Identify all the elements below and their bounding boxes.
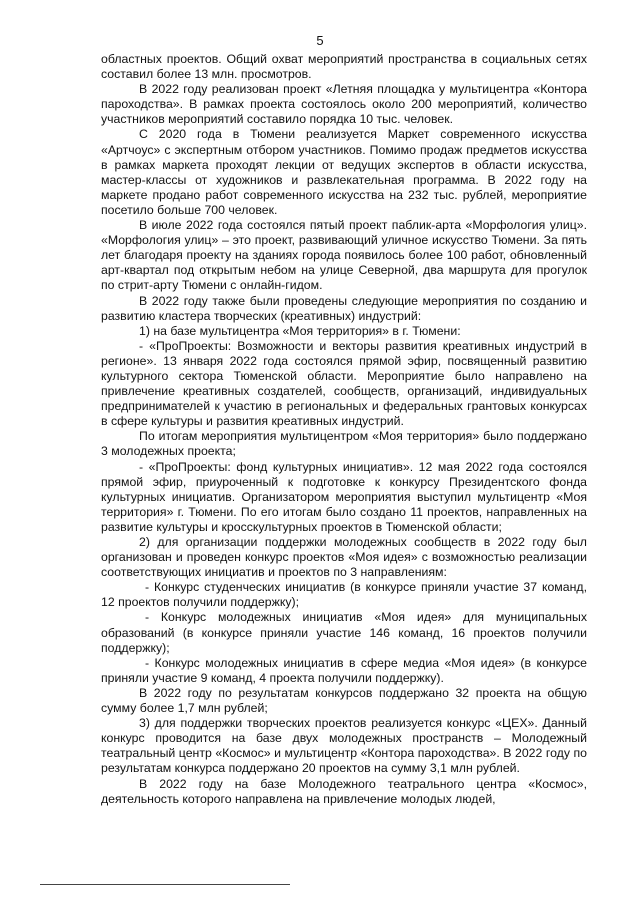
paragraph: В июле 2022 года состоялся пятый проект паблик-арта «Морфология улиц». «Морфология улиц» – это проект, развивающий уличное искусство Тюмени. За пять лет благодаря проекту на зданиях города появилось более 100 работ, обновленный арт-квартал под открытым небом на улице Северной, два маршрута для прогулок по стрит-арту Тюмени с онлайн-гидом.: [101, 218, 587, 293]
list-item: - «ПроПроекты: фонд культурных инициатив». 12 мая 2022 года состоялся прямой эфир, приуроченный к подготовке к конкурсу Президентского фонда культурных инициатив. Организатором мероприятия выступил мультицентр «Моя территория» г. Тюмени. По его итогам было создано 11 проектов, направленных на развитие культуры и кросскультурных проектов в Тюменской области;: [101, 459, 587, 534]
list-item: 2) для организации поддержки молодежных сообществ в 2022 году был организован и проведен конкурс проектов «Моя идея» с возможностью реализации соответствующих инициатив и проектов по 3 направлениям:: [101, 535, 587, 580]
page-number: 5: [316, 33, 324, 48]
paragraph: В 2022 году на базе Молодежного театрального центра «Космос», деятельность которого направлена на привлечение молодых людей,: [101, 776, 587, 806]
list-item: - Конкурс молодежных инициатив в сфере медиа «Моя идея» (в конкурсе приняли участие 9 команд, 4 проекта получили поддержку).: [101, 655, 587, 685]
paragraph: По итогам мероприятия мультицентром «Моя территория» было поддержано 3 молодежных проекта;: [101, 429, 587, 459]
list-item: - Конкурс молодежных инициатив «Моя идея» для муниципальных образований (в конкурсе приняли участие 146 команд, 16 проектов получили поддержку);: [101, 610, 587, 655]
paragraph: областных проектов. Общий охват мероприятий пространства в социальных сетях составил более 13 млн. просмотров.: [101, 52, 587, 82]
paragraph: В 2022 году реализован проект «Летняя площадка у мультицентра «Контора пароходства». В рамках проекта состоялось около 200 мероприятий, количество участников мероприятий составило порядка 10 тыс. человек.: [101, 82, 587, 127]
paragraph: С 2020 года в Тюмени реализуется Маркет современного искусства «Артчоус» с экспертным отбором участников. Помимо продаж предметов искусства в рамках маркета проходят лекции от ведущих экспертов в области искусства, мастер-классы от художников и развлекательная программа. В 2022 году на маркете продано работ современного искусства на 232 тыс. рублей, мероприятие посетило больше 700 человек.: [101, 127, 587, 217]
footer-rule: [40, 884, 290, 885]
paragraph: В 2022 году также были проведены следующие мероприятия по созданию и развитию кластера творческих (креативных) индустрий:: [101, 293, 587, 323]
list-item: - Конкурс студенческих инициатив (в конкурсе приняли участие 37 команд, 12 проектов получили поддержку);: [101, 580, 587, 610]
page-body: [101, 52, 587, 807]
list-item: 1) на базе мультицентра «Моя территория» в г. Тюмени:: [139, 323, 461, 338]
list-item: 3) для поддержки творческих проектов реализуется конкурс «ЦЕХ». Данный конкурс проводится на базе двух молодежных пространств – Молодежный театральный центр «Космос» и мультицентр «Контора пароходства». В 2022 году по результатам конкурса поддержано 20 проектов на сумму 3,1 млн рублей.: [101, 716, 587, 776]
paragraph: В 2022 году по результатам конкурсов поддержано 32 проекта на общую сумму более 1,7 млн рублей;: [101, 685, 587, 716]
list-item: - «ПроПроекты: Возможности и векторы развития креативных индустрий в регионе». 13 января 2022 года состоялся прямой эфир, посвященный развитию культурного сектора Тюменской области. Мероприятие было направлено на привлечение креативных создателей, сообществ, организаций, индивидуальных предпринимателей к участию в региональных и федеральных грантовых конкурсах в сфере культуры и развития креативных индустрий.: [101, 338, 587, 429]
